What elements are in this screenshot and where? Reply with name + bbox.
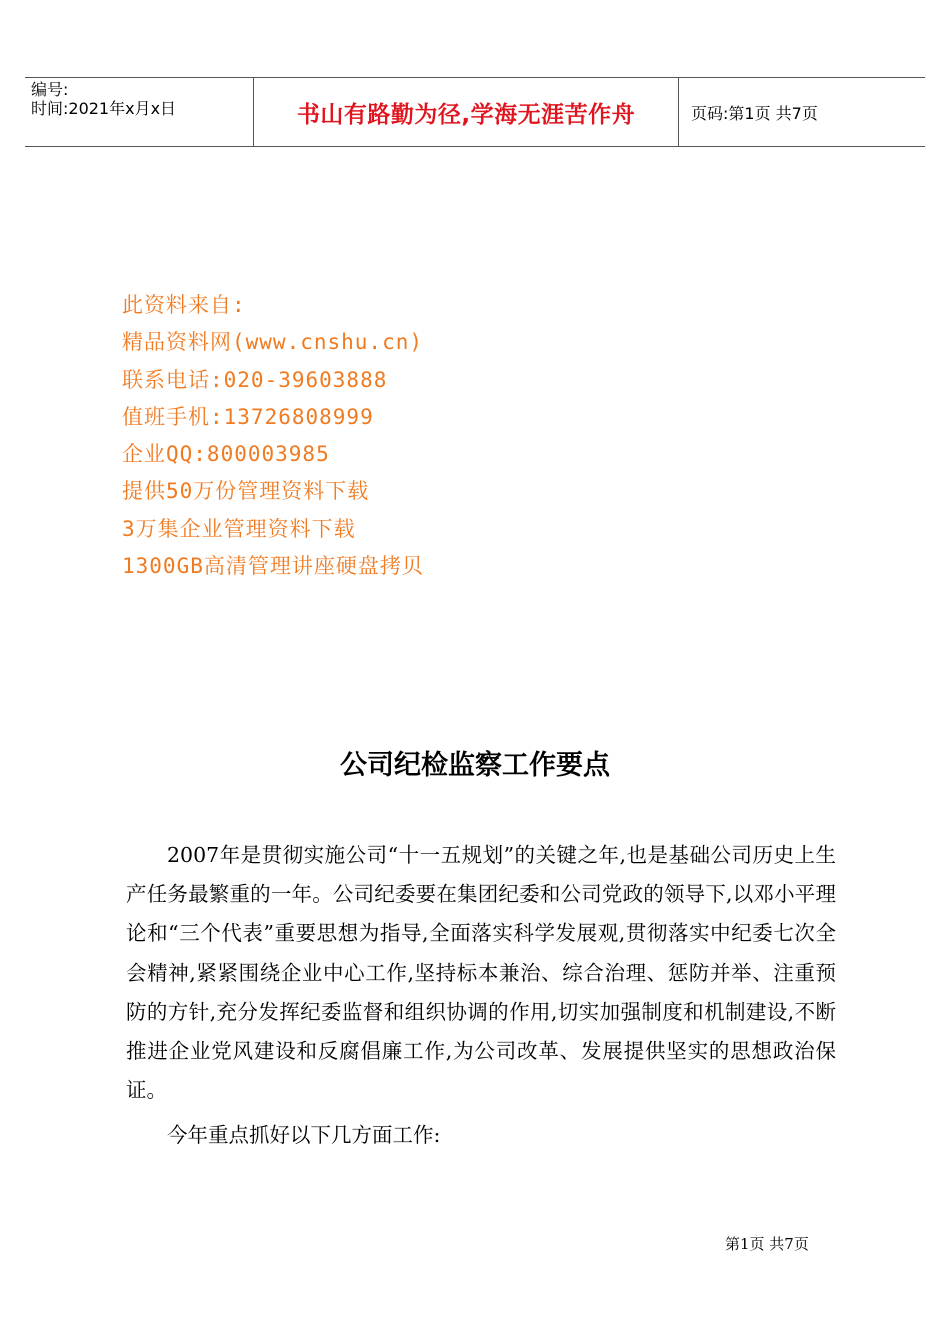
promo-line: 1300GB高清管理讲座硬盘拷贝 [122,554,424,579]
promo-line: 此资料来自: [122,293,246,317]
document-header [25,77,925,147]
body-paragraph: 今年重点抓好以下几方面工作: [167,1123,441,1148]
header-motto-cell [253,78,679,146]
document-title: 公司纪检监察工作要点 [340,750,610,781]
motto-text: 书山有路勤为径,学海无涯苦作舟 [296,101,636,128]
header-meta [25,78,253,146]
promo-line: 值班手机:13726808999 [122,404,374,429]
page-footer: 第1页 共7页 [725,1235,809,1253]
number-label: 编号: [31,80,69,99]
promo-line: 3万集企业管理资料下载 [122,516,356,541]
header-page-info: 页码:第1页 共7页 [691,103,818,123]
promo-line: 企业QQ:800003985 [122,442,330,467]
document-body [126,836,836,1156]
promo-line: 精品资料网(www.cnshu.cn) [122,330,424,355]
promo-block [122,287,424,585]
promo-line: 联系电话:020-39603888 [122,367,388,392]
promo-line: 提供50万份管理资料下载 [122,479,370,504]
body-paragraph: 2007年是贯彻实施公司“十一五规划”的关键之年,也是基础公司历史上生产任务最繁重的一年。公司纪委要在集团纪委和公司党政的领导下,以邓小平理论和“三个代表”重要思想为指导,全面落实科学发展观,贯彻落实中纪委七次全会精神,紧紧围绕企业中心工作,坚持标本兼治、综合治理、惩防并举、注重预防的方针,充分发挥纪委监督和组织协调的作用,切实加强制度和机制建设,不断推进企业党风建设和反腐倡廉工作,为公司改革、发展提供坚实的思想政治保证。 [126,843,836,1103]
time-label: 时间:2021年x月x日 [31,99,177,118]
